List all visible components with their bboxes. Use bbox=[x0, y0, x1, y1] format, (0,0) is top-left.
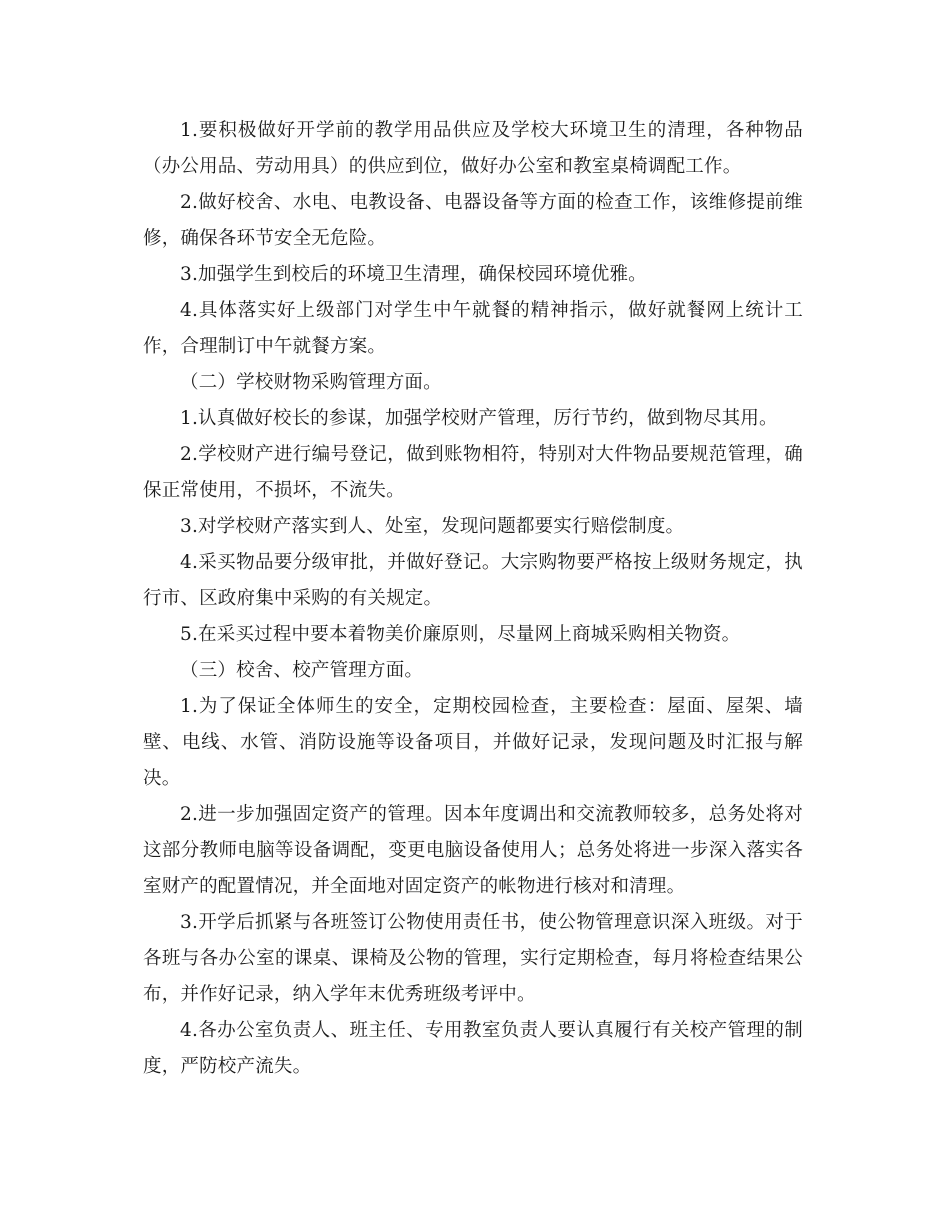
paragraph-procurement-4: 4.采买物品要分级审批，并做好登记。大宗购物要严格按上级财务规定，执行市、区政府集中采购的有关规定。 bbox=[143, 552, 803, 609]
paragraph-environment-cleaning: 3.加强学生到校后的环境卫生清理，确保校园环境优雅。 bbox=[180, 264, 647, 285]
paragraph-procurement-2: 2.学校财产进行编号登记，做到账物相符，特别对大件物品要规范管理，确保正常使用，不损坏，不流失。 bbox=[143, 444, 803, 501]
document-body bbox=[143, 113, 803, 1085]
paragraph-facility-inspection: 2.做好校舍、水电、电教设备、电器设备等方面的检查工作，该维修提前维修，确保各环节安全无危险。 bbox=[143, 192, 803, 249]
paragraph-procurement-5: 5.在采买过程中要本着物美价廉原则，尽量网上商城采购相关物资。 bbox=[180, 624, 741, 645]
section-heading-property: （三）校舍、校产管理方面。 bbox=[180, 660, 424, 681]
section-heading-procurement: （二）学校财物采购管理方面。 bbox=[180, 372, 442, 393]
paragraph-procurement-1: 1.认真做好校长的参谋，加强学校财产管理，厉行节约，做到物尽其用。 bbox=[180, 408, 778, 429]
paragraph-procurement-3: 3.对学校财产落实到人、处室，发现问题都要实行赔偿制度。 bbox=[180, 516, 685, 537]
paragraph-property-3: 3.开学后抓紧与各班签订公物使用责任书，使公物管理意识深入班级。对于各班与各办公室的课桌、课椅及公物的管理，实行定期检查，每月将检查结果公布，并作好记录，纳入学年末优秀班级考评中。 bbox=[143, 912, 803, 1005]
paragraph-supplies-preparation: 1.要积极做好开学前的教学用品供应及学校大环境卫生的清理，各种物品（办公用品、劳动用具）的供应到位，做好办公室和教室桌椅调配工作。 bbox=[143, 120, 803, 177]
paragraph-property-4: 4.各办公室负责人、班主任、专用教室负责人要认真履行有关校产管理的制度，严防校产流失。 bbox=[143, 1020, 803, 1077]
paragraph-property-1: 1.为了保证全体师生的安全，定期校园检查，主要检查：屋面、屋架、墙壁、电线、水管、消防设施等设备项目，并做好记录，发现问题及时汇报与解决。 bbox=[143, 696, 803, 789]
paragraph-property-2: 2.进一步加强固定资产的管理。因本年度调出和交流教师较多，总务处将对这部分教师电脑等设备调配，变更电脑设备使用人；总务处将进一步深入落实各室财产的配置情况，并全面地对固定资产的帐物进行核对和清理。 bbox=[143, 804, 803, 897]
paragraph-lunch-arrangement: 4.具体落实好上级部门对学生中午就餐的精神指示，做好就餐网上统计工作，合理制订中午就餐方案。 bbox=[143, 300, 803, 357]
